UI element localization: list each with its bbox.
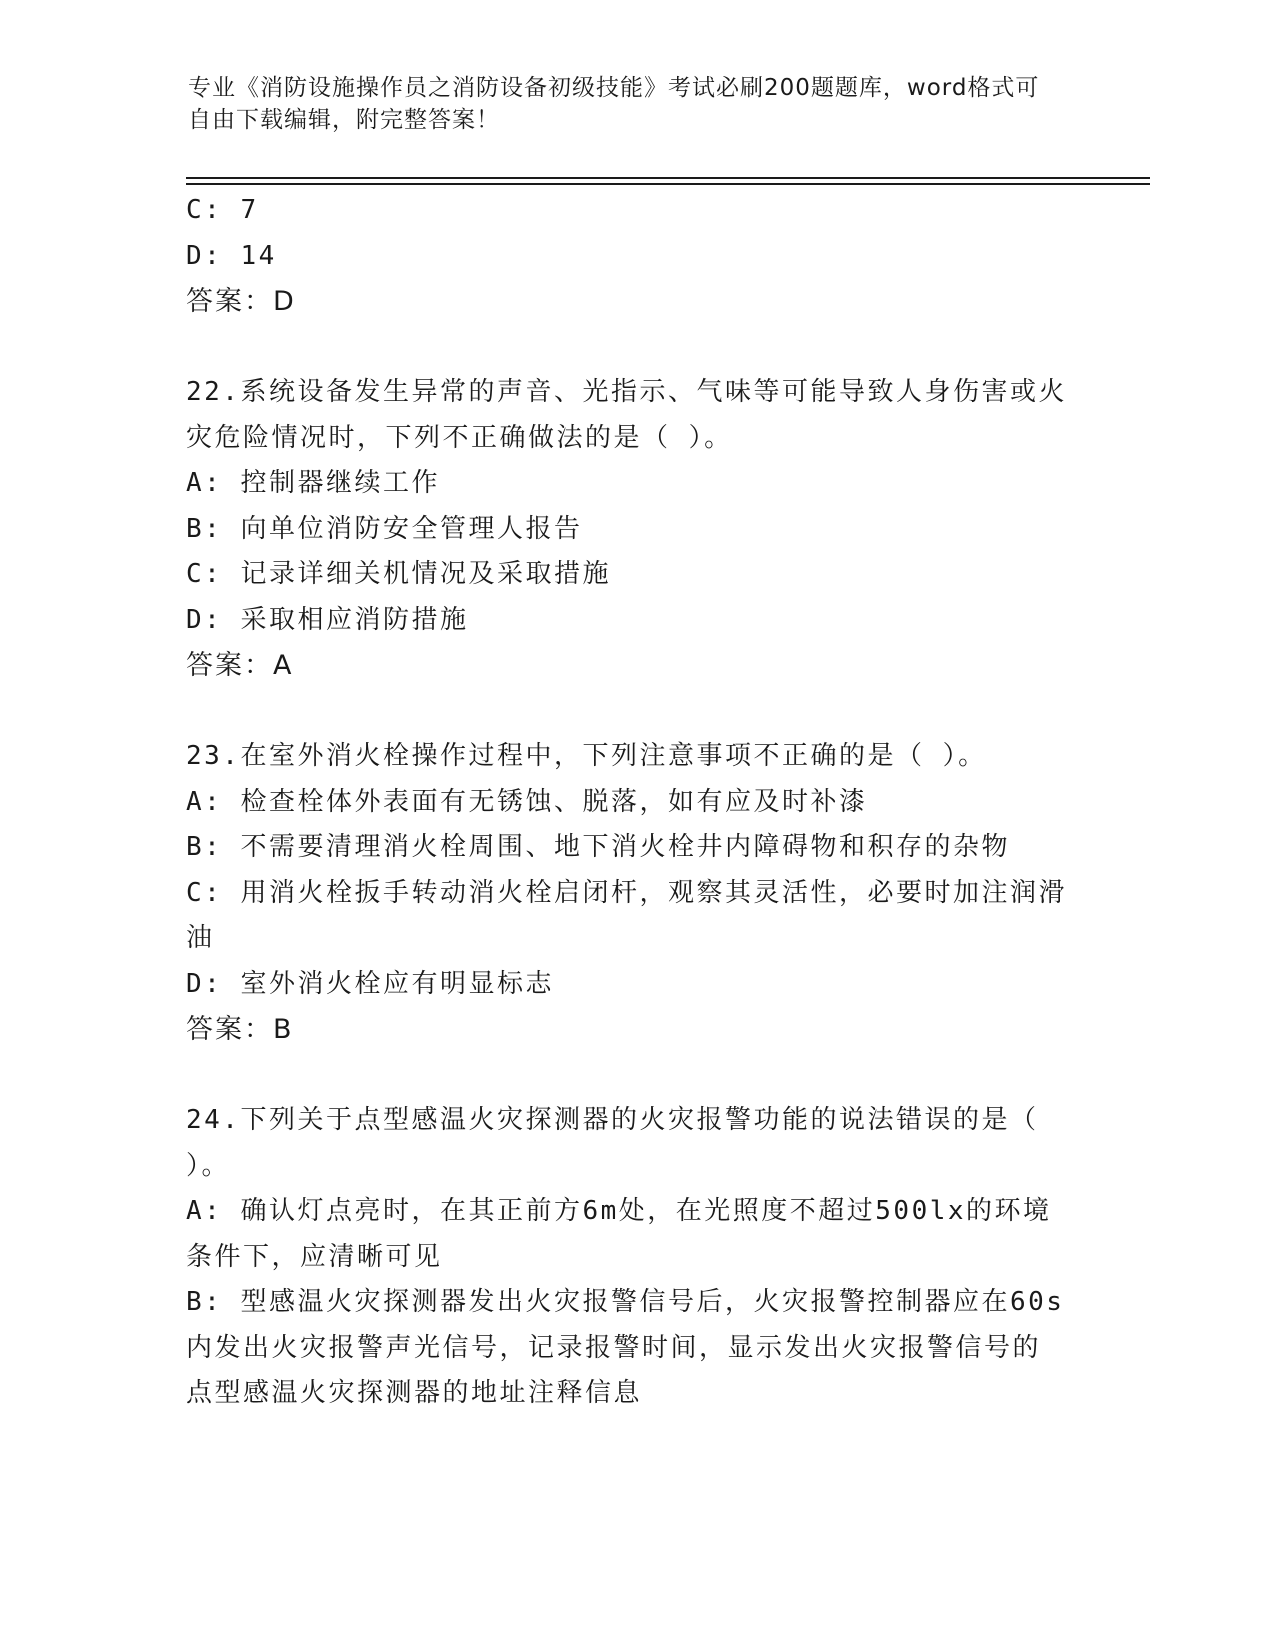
spacer (186, 325, 1086, 371)
option-d: D: 采取相应消防措施 (186, 604, 469, 635)
question-24 (186, 1098, 1086, 1417)
option-c: C: 用消火栓扳手转动消火栓启闭杆，观察其灵活性，必要时加注润滑 (186, 877, 1067, 908)
question-23 (186, 734, 1086, 1053)
option-c-continued: 油 (186, 923, 215, 953)
option-b-continued: 内发出火灾报警声光信号，记录报警时间，显示发出火灾报警信号的 (186, 1332, 1042, 1363)
header-divider-top (186, 177, 1150, 179)
option-b: B: 向单位消防安全管理人报告 (186, 513, 583, 544)
question-stem: 22.系统设备发生异常的声音、光指示、气味等可能导致人身伤害或火 (186, 377, 1067, 407)
option-a: A: 检查栓体外表面有无锈蚀、脱落，如有应及时补漆 (186, 786, 868, 817)
answer-line: 答案：A (186, 650, 294, 681)
option-a-continued: 条件下，应清晰可见 (186, 1241, 443, 1272)
option-d: D: 室外消火栓应有明显标志 (186, 968, 554, 999)
answer-line: 答案：B (186, 1014, 294, 1045)
answer-line: 答案：D (186, 286, 296, 317)
option-a: A: 确认灯点亮时，在其正前方6m处，在光照度不超过500lx的环境 (186, 1196, 1052, 1226)
question-22 (186, 370, 1086, 689)
question-stem: 灾危险情况时，下列不正确做法的是（ ）。 (186, 422, 733, 453)
spacer (186, 1053, 1086, 1099)
question-stem: ）。 (186, 1150, 231, 1181)
option-c: C: 7 (186, 195, 259, 225)
option-c: C: 记录详细关机情况及采取措施 (186, 559, 611, 589)
option-d: D: 14 (186, 240, 277, 271)
option-a: A: 控制器继续工作 (186, 468, 440, 498)
header-title-line1: 专业《消防设施操作员之消防设备初级技能》考试必刷200题题库，word格式可 (188, 75, 1040, 101)
question-stem: 23.在室外消火栓操作过程中，下列注意事项不正确的是（ ）。 (186, 741, 987, 771)
document-header (188, 72, 1068, 136)
question-stem: 24.下列关于点型感温火灾探测器的火灾报警功能的说法错误的是（ (186, 1105, 1039, 1135)
option-b-continued: 点型感温火灾探测器的地址注释信息 (186, 1378, 643, 1408)
spacer (186, 689, 1086, 735)
header-title-line2: 自由下载编辑，附完整答案！ (188, 107, 500, 133)
option-b: B: 型感温火灾探测器发出火灾报警信号后，火灾报警控制器应在60s (186, 1287, 1065, 1317)
option-b: B: 不需要清理消火栓周围、地下消火栓井内障碍物和积存的杂物 (186, 832, 1010, 862)
header-divider-bottom (186, 183, 1150, 185)
question-21-tail (186, 188, 1086, 325)
question-content (186, 188, 1086, 1417)
